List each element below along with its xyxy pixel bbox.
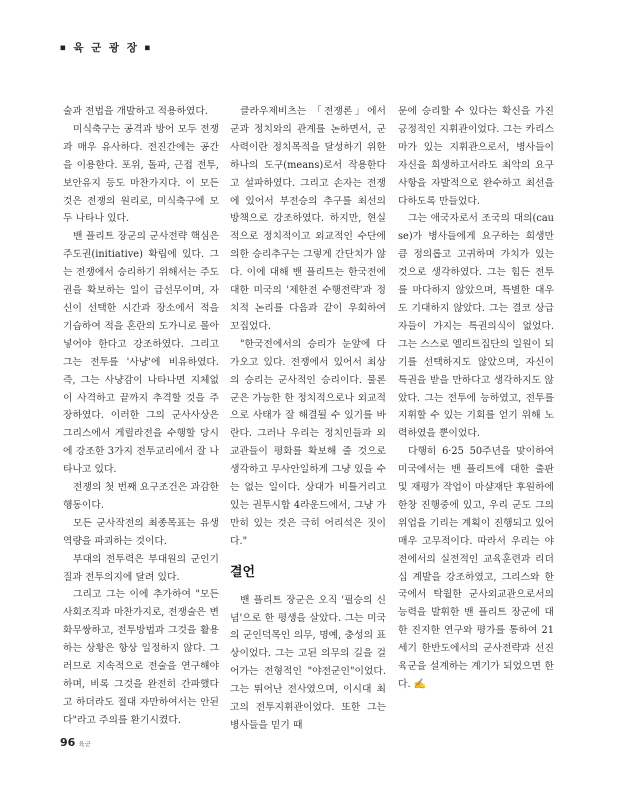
paragraph: 클라우제비츠는 「전쟁론」에서 군과 정치와의 관계를 논하면서, 군사력이란 정치목적을 달성하기 위한 하나의 도구(means)로서 작용한다고 설파하였다. 그리고 손자는 전쟁에 있어서 부전승의 추구를 최선의 방책으로 강조하였다. 하지만, 현실적으로 정치적이고 외교적인 수단에 의한 승리추구는 그렇게 간단치가 않다. 이에 대해 밴 플리트는 한국전에 대한 미국의 '제한전 수행전략'과 정치적 논리를 다음과 같이 우회하여 꼬집었다. (230, 106, 386, 332)
page-number: 96 (60, 736, 76, 749)
paragraph (398, 443, 554, 694)
text-column-1 (63, 103, 219, 730)
quote-paragraph: "한국전에서의 승리가 눈앞에 다가오고 있다. 전쟁에서 있어서 최상의 승리는 군사적인 승리이다. 물론 군은 가능한 한 정치적으로나 외교적으로 사태가 잘 해결될 수 있기를 바란다. 그러나 우리는 정치인들과 외교관들이 평화를 확보해 줄 것으로 생각하고 무사안일하게 그냥 있을 수는 없는 일이다. 상대가 비틀거리고 있는 권투시합 4라운드에서, 그냥 가만히 있는 것은 극히 어리석은 짓이다." (230, 338, 386, 547)
paragraph: 문에 승리할 수 있다는 확신을 가진 긍정적인 지휘관이었다. 그는 카리스마가 있는 지휘관으로서, 병사들이 자신을 희생하고서라도 최악의 요구사항을 자발적으로 완수하고 최선을 다하도록 만들었다. (398, 106, 554, 207)
magazine-name: 육군 (78, 740, 92, 748)
header-square-icon: ■ (144, 44, 153, 52)
paragraph: 술과 전법을 개발하고 적용하였다. (63, 106, 208, 117)
paragraph: 부대의 전투력은 부대원의 군인기질과 전투의지에 달려 있다. (63, 553, 219, 583)
paragraph: 전쟁의 첫 번째 요구조건은 과감한 행동이다. (63, 482, 219, 511)
paragraph: 그는 애국자로서 조국의 대의(cause)가 병사들에게 요구하는 희생만큼 정의롭고 고귀하며 가치가 있는 것으로 생각하였다. 그는 힘든 전투를 마다하지 않았으며, 특별한 대우도 기대하지 않았다. 그는 결코 상급자들이 가지는 특권의식이 없었다. 그는 스스로 엘리트집단의 일원이 되기를 선택하지도 않았으며, 자신이 특권을 받을 만하다고 생각하지도 않았다. 그는 전투에 능하였고, 전투를 지휘할 수 있는 기회를 얻기 위해 노력하였을 뿐이었다. (398, 213, 554, 440)
paragraph-text: 다행히 6·25 50주년을 맞이하여 미국에서는 밴 플리트에 대한 출판 및 재평가 작업이 마샬재단 후원하에 한창 진행중에 있고, 우리 군도 그의 위업을 기리는 계획이 진행되고 있어 매우 고무적이다. 따라서 우리는 야전에서의 실전적인 교육훈련과 리더십 계발을 강조하였고, 그리스와 한국에서 탁월한 군사외교관으로서의 능력을 발휘한 밴 플리트 장군에 대한 진지한 연구와 평가를 통하여 21세기 한반도에서의 군사전략과 선진육군을 설계하는 계기가 되었으면 한다. (398, 446, 554, 690)
running-header (60, 40, 152, 55)
paragraph: 모든 군사작전의 최종목표는 유생역량을 파괴하는 것이다. (63, 517, 219, 547)
paragraph: 밴 플리트 장군의 군사전략 핵심은 주도권(initiative) 확립에 있다. 그는 전쟁에서 승리하기 위해서는 주도권을 확보하는 일이 급선무이며, 자신이 선택한 시간과 장소에서 적을 기습하여 적을 혼란의 도가니로 몰아 넣어야 한다고 강조하였다. 그리고 그는 전투를 '사냥'에 비유하였다. 즉, 그는 사냥감이 나타나면 지체없이 사격하고 끝까지 추격할 것을 주장하였다. 이러한 그의 군사사상은 그리스에서 게릴라전을 수행할 당시에 강조한 3가지 전투교리에서 잘 나타나고 있다. (63, 231, 219, 476)
end-mark-icon: ✍ (413, 679, 427, 690)
paragraph: 미식축구는 공격과 방어 모두 전쟁과 매우 유사하다. 전진간에는 공간을 이용한다. 포위, 돌파, 근접 전투, 보안유지 등도 마찬가지다. 이 모든 것은 전쟁의 원리로, 미식축구에 모두 나타나 있다. (63, 123, 219, 225)
section-title: 결언 (230, 564, 256, 580)
text-column-3 (398, 103, 554, 694)
text-column-2 (230, 103, 386, 735)
paragraph: 밴 플리트 장군은 오직 '필승의 신념'으로 한 평생을 살았다. 그는 미국의 군인덕목인 의무, 명예, 충성의 표상이었다. 그는 고된 의무의 길을 걸어가는 전형적인 "야전군인"이었다. 그는 뛰어난 전사였으며, 이시대 최고의 전투지휘관이었다. 또한 그는 병사들을 믿기 때 (230, 594, 386, 731)
page-footer (60, 736, 91, 749)
paragraph: 그리고 그는 이에 추가하여 "모든 사회조직과 마찬가지로, 전쟁술은 변화무쌍하고, 전투방법과 그것을 활용하는 상황은 항상 일정하지 않다. 그러므로 지속적으로 전술을 연구해야 하며, 비록 그것을 완전히 간파했다고 하더라도 절대 자만하여서는 안된다"라고 주의를 환기시켰다. (63, 589, 219, 726)
header-square-icon: ■ (60, 44, 68, 52)
header-title: 육 군 광 장 (73, 42, 139, 54)
